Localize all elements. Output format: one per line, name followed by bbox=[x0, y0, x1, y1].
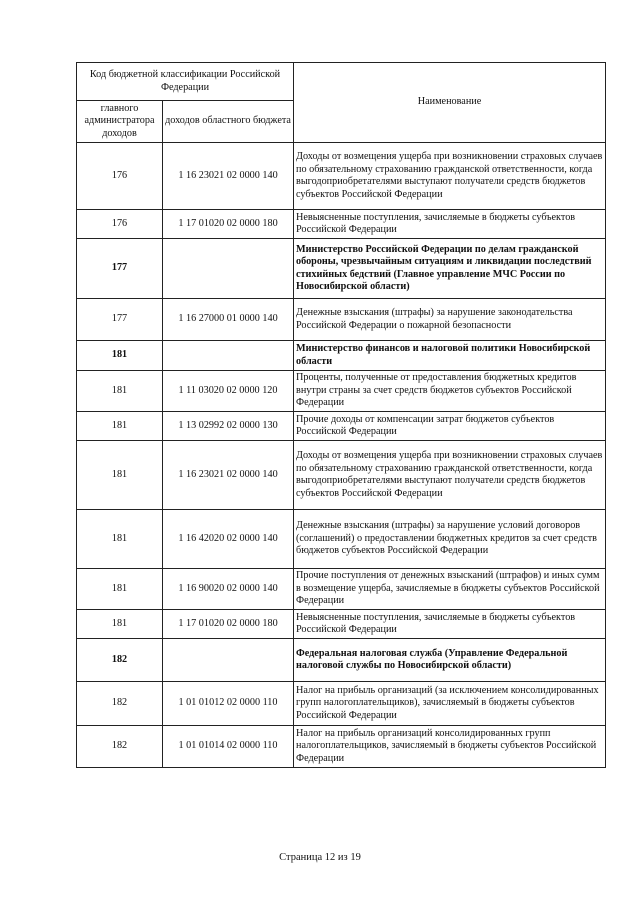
header-classification-code: Код бюджетной классификации Российской Федерации bbox=[77, 63, 294, 101]
admin-code-cell: 181 bbox=[77, 441, 163, 510]
revenue-code-cell: 1 17 01020 02 0000 180 bbox=[163, 210, 294, 239]
table-row bbox=[77, 610, 606, 639]
revenue-code-cell bbox=[163, 639, 294, 682]
revenue-name-cell: Доходы от возмещения ущерба при возникновении страховых случаев по обязательному страхованию гражданской ответственности, когда выгодоприобретателями выступают получатели средств бюджетов субъектов Российской Федерации bbox=[294, 143, 606, 210]
header-revenue-code: доходов областного бюджета bbox=[163, 101, 294, 143]
admin-code-cell: 182 bbox=[77, 639, 163, 682]
revenue-code-cell: 1 01 01014 02 0000 110 bbox=[163, 726, 294, 768]
revenue-name-cell: Прочие поступления от денежных взысканий (штрафов) и иных сумм в возмещение ущерба, зачисляемые в бюджеты субъектов Российской Федерации bbox=[294, 569, 606, 610]
table-row bbox=[77, 726, 606, 768]
table-row bbox=[77, 412, 606, 441]
header-row-1 bbox=[77, 63, 606, 101]
revenue-name-cell: Налог на прибыль организаций консолидированных групп налогоплательщиков, зачисляемый в бюджеты субъектов Российской Федерации bbox=[294, 726, 606, 768]
revenue-name-cell: Министерство Российской Федерации по делам гражданской обороны, чрезвычайным ситуациям и ликвидации последствий стихийных бедствий (Главное управление МЧС России по Новосибирской области) bbox=[294, 239, 606, 299]
table-row bbox=[77, 371, 606, 412]
header-name: Наименование bbox=[294, 63, 606, 143]
revenue-name-cell: Денежные взыскания (штрафы) за нарушение условий договоров (соглашений) о предоставлении бюджетных кредитов за счет средств бюджетов субъектов Российской Федерации bbox=[294, 510, 606, 569]
table-row bbox=[77, 143, 606, 210]
revenue-code-cell: 1 16 42020 02 0000 140 bbox=[163, 510, 294, 569]
revenue-name-cell: Проценты, полученные от предоставления бюджетных кредитов внутри страны за счет средств бюджетов субъектов Российской Федерации bbox=[294, 371, 606, 412]
header-admin-code: главного администратора доходов bbox=[77, 101, 163, 143]
revenue-code-cell: 1 17 01020 02 0000 180 bbox=[163, 610, 294, 639]
revenue-name-cell: Денежные взыскания (штрафы) за нарушение законодательства Российской Федерации о пожарной безопасности bbox=[294, 299, 606, 341]
admin-code-cell: 181 bbox=[77, 412, 163, 441]
admin-code-cell: 177 bbox=[77, 239, 163, 299]
revenue-name-cell: Налог на прибыль организаций (за исключением консолидированных групп налогоплательщиков), зачисляемый в бюджеты субъектов Российской Федерации bbox=[294, 682, 606, 726]
table-row bbox=[77, 210, 606, 239]
admin-code-cell: 181 bbox=[77, 569, 163, 610]
table-row bbox=[77, 299, 606, 341]
revenue-code-cell: 1 16 23021 02 0000 140 bbox=[163, 143, 294, 210]
page-number: Страница 12 из 19 bbox=[279, 852, 361, 863]
revenue-name-cell: Федеральная налоговая служба (Управление Федеральной налоговой службы по Новосибирской области) bbox=[294, 639, 606, 682]
revenue-code-cell: 1 11 03020 02 0000 120 bbox=[163, 371, 294, 412]
admin-code-cell: 181 bbox=[77, 510, 163, 569]
revenue-name-cell: Невыясненные поступления, зачисляемые в бюджеты субъектов Российской Федерации bbox=[294, 210, 606, 239]
revenue-code-cell: 1 01 01012 02 0000 110 bbox=[163, 682, 294, 726]
admin-code-cell: 182 bbox=[77, 682, 163, 726]
revenue-code-cell: 1 16 90020 02 0000 140 bbox=[163, 569, 294, 610]
admin-code-cell: 177 bbox=[77, 299, 163, 341]
revenue-code-cell: 1 16 23021 02 0000 140 bbox=[163, 441, 294, 510]
revenue-name-cell: Доходы от возмещения ущерба при возникновении страховых случаев по обязательному страхованию гражданской ответственности, когда выгодоприобретателями выступают получатели средств бюджетов субъектов Российской Федерации bbox=[294, 441, 606, 510]
admin-code-cell: 176 bbox=[77, 210, 163, 239]
table-row bbox=[77, 569, 606, 610]
admin-code-cell: 181 bbox=[77, 341, 163, 371]
table-row bbox=[77, 510, 606, 569]
revenue-code-cell: 1 13 02992 02 0000 130 bbox=[163, 412, 294, 441]
revenue-code-cell bbox=[163, 341, 294, 371]
revenue-code-cell: 1 16 27000 01 0000 140 bbox=[163, 299, 294, 341]
table-body bbox=[77, 63, 606, 768]
table-row-section bbox=[77, 341, 606, 371]
budget-classification-table bbox=[76, 62, 606, 768]
revenue-name-cell: Министерство финансов и налоговой политики Новосибирской области bbox=[294, 341, 606, 371]
admin-code-cell: 181 bbox=[77, 610, 163, 639]
admin-code-cell: 176 bbox=[77, 143, 163, 210]
table-row-section bbox=[77, 239, 606, 299]
table-row-section bbox=[77, 639, 606, 682]
table-row bbox=[77, 441, 606, 510]
admin-code-cell: 182 bbox=[77, 726, 163, 768]
revenue-name-cell: Невыясненные поступления, зачисляемые в бюджеты субъектов Российской Федерации bbox=[294, 610, 606, 639]
table-row bbox=[77, 682, 606, 726]
revenue-code-cell bbox=[163, 239, 294, 299]
admin-code-cell: 181 bbox=[77, 371, 163, 412]
revenue-name-cell: Прочие доходы от компенсации затрат бюджетов субъектов Российской Федерации bbox=[294, 412, 606, 441]
